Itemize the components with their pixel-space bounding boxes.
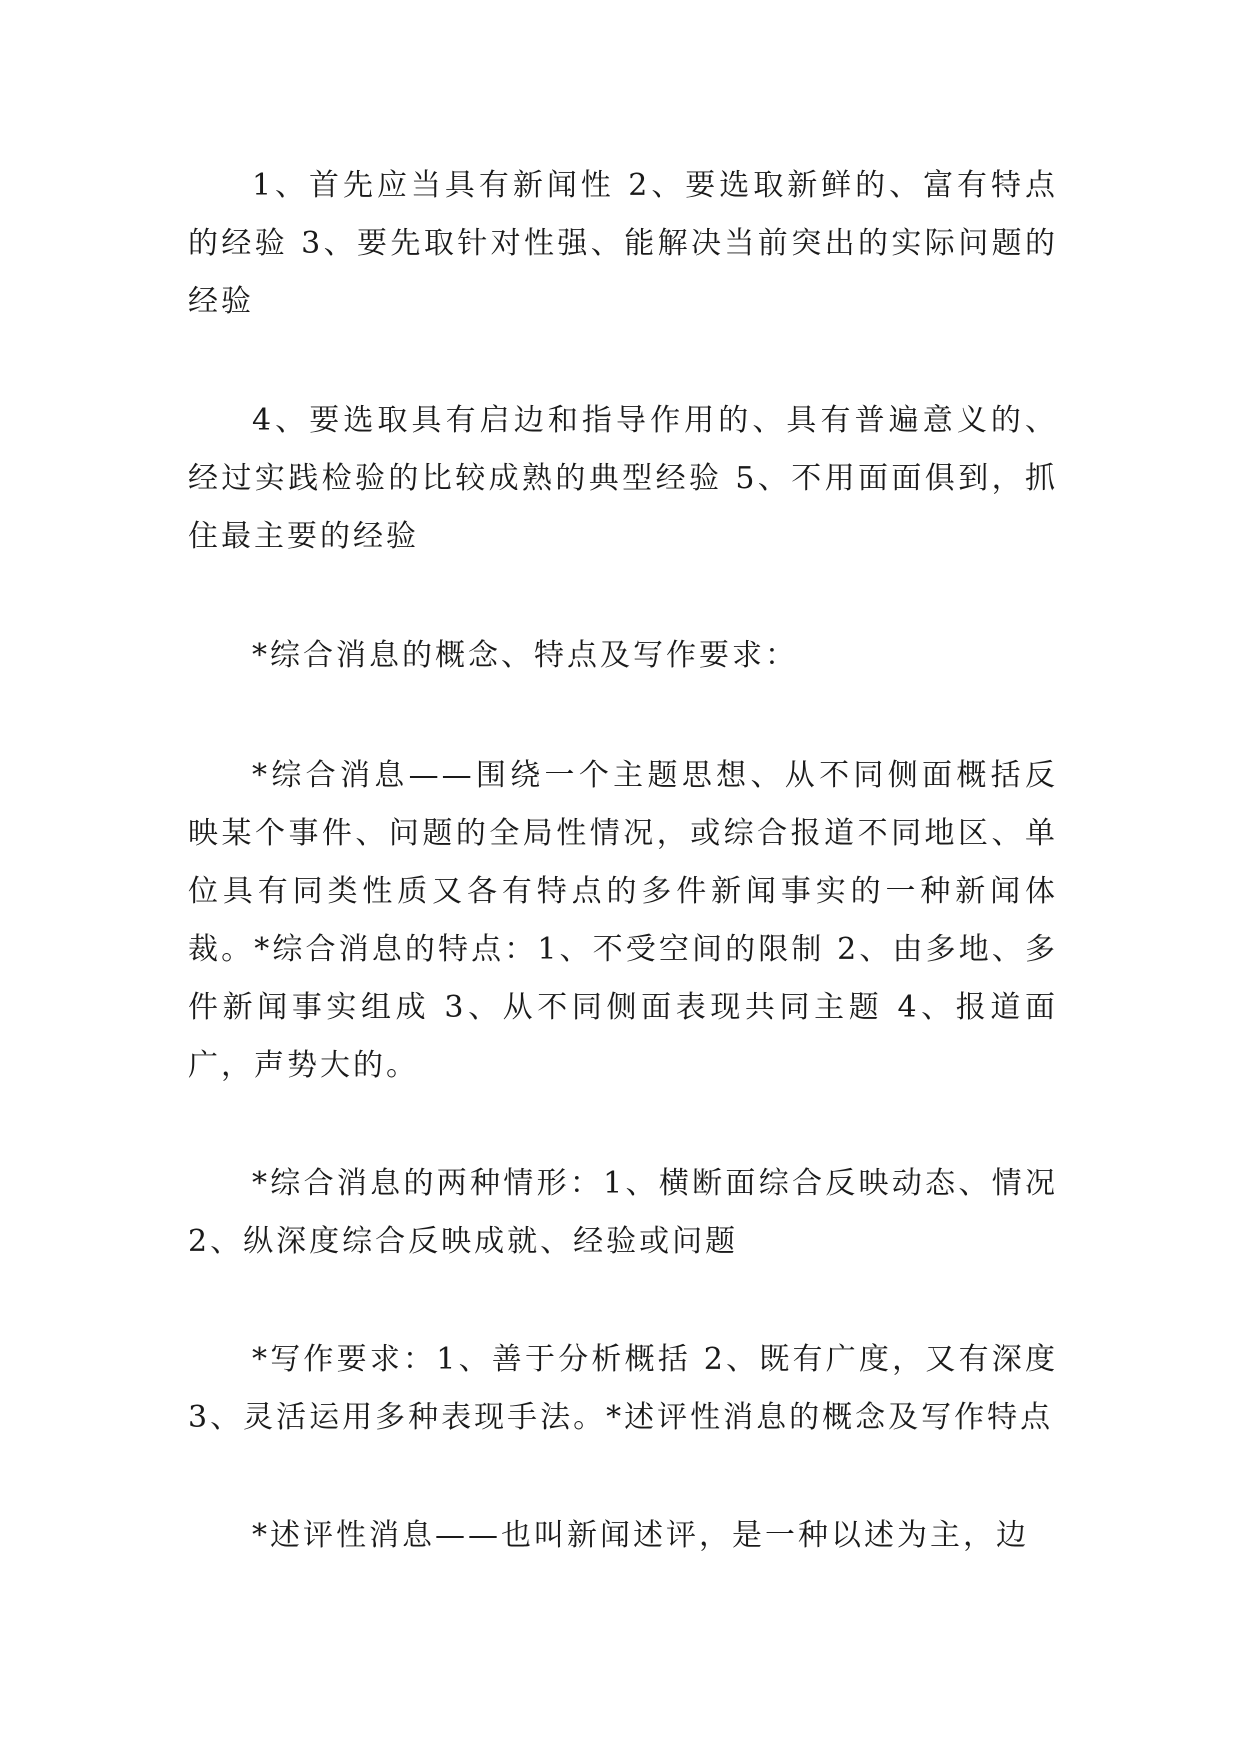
paragraph-6: *写作要求：1、善于分析概括 2、既有广度，又有深度 3、灵活运用多种表现手法。*述评性消息的概念及写作特点 [188,1342,1058,1435]
paragraph-2: 4、要选取具有启边和指导作用的、具有普遍意义的、经过实践检验的比较成熟的典型经验 5、不用面面俱到，抓住最主要的经验 [188,403,1058,554]
paragraph-5: *综合消息的两种情形：1、横断面综合反映动态、情况 2、纵深度综合反映成就、经验或问题 [188,1166,1058,1259]
paragraph-3: *综合消息的概念、特点及写作要求： [252,638,798,673]
paragraph-4: *综合消息——围绕一个主题思想、从不同侧面概括反映某个事件、问题的全局性情况，或综合报道不同地区、单位具有同类性质又各有特点的多件新闻事实的一种新闻体裁。*综合消息的特点：1、不受空间的限制 2、由多地、多件新闻事实组成 3、从不同侧面表现共同主题 4、报道面广，声势大的。 [188,758,1058,1083]
paragraph-7: *述评性消息——也叫新闻述评，是一种以述为主，边 [252,1518,1029,1553]
paragraph-1: 1、首先应当具有新闻性 2、要选取新鲜的、富有特点的经验 3、要先取针对性强、能解决当前突出的实际问题的经验 [188,168,1058,319]
